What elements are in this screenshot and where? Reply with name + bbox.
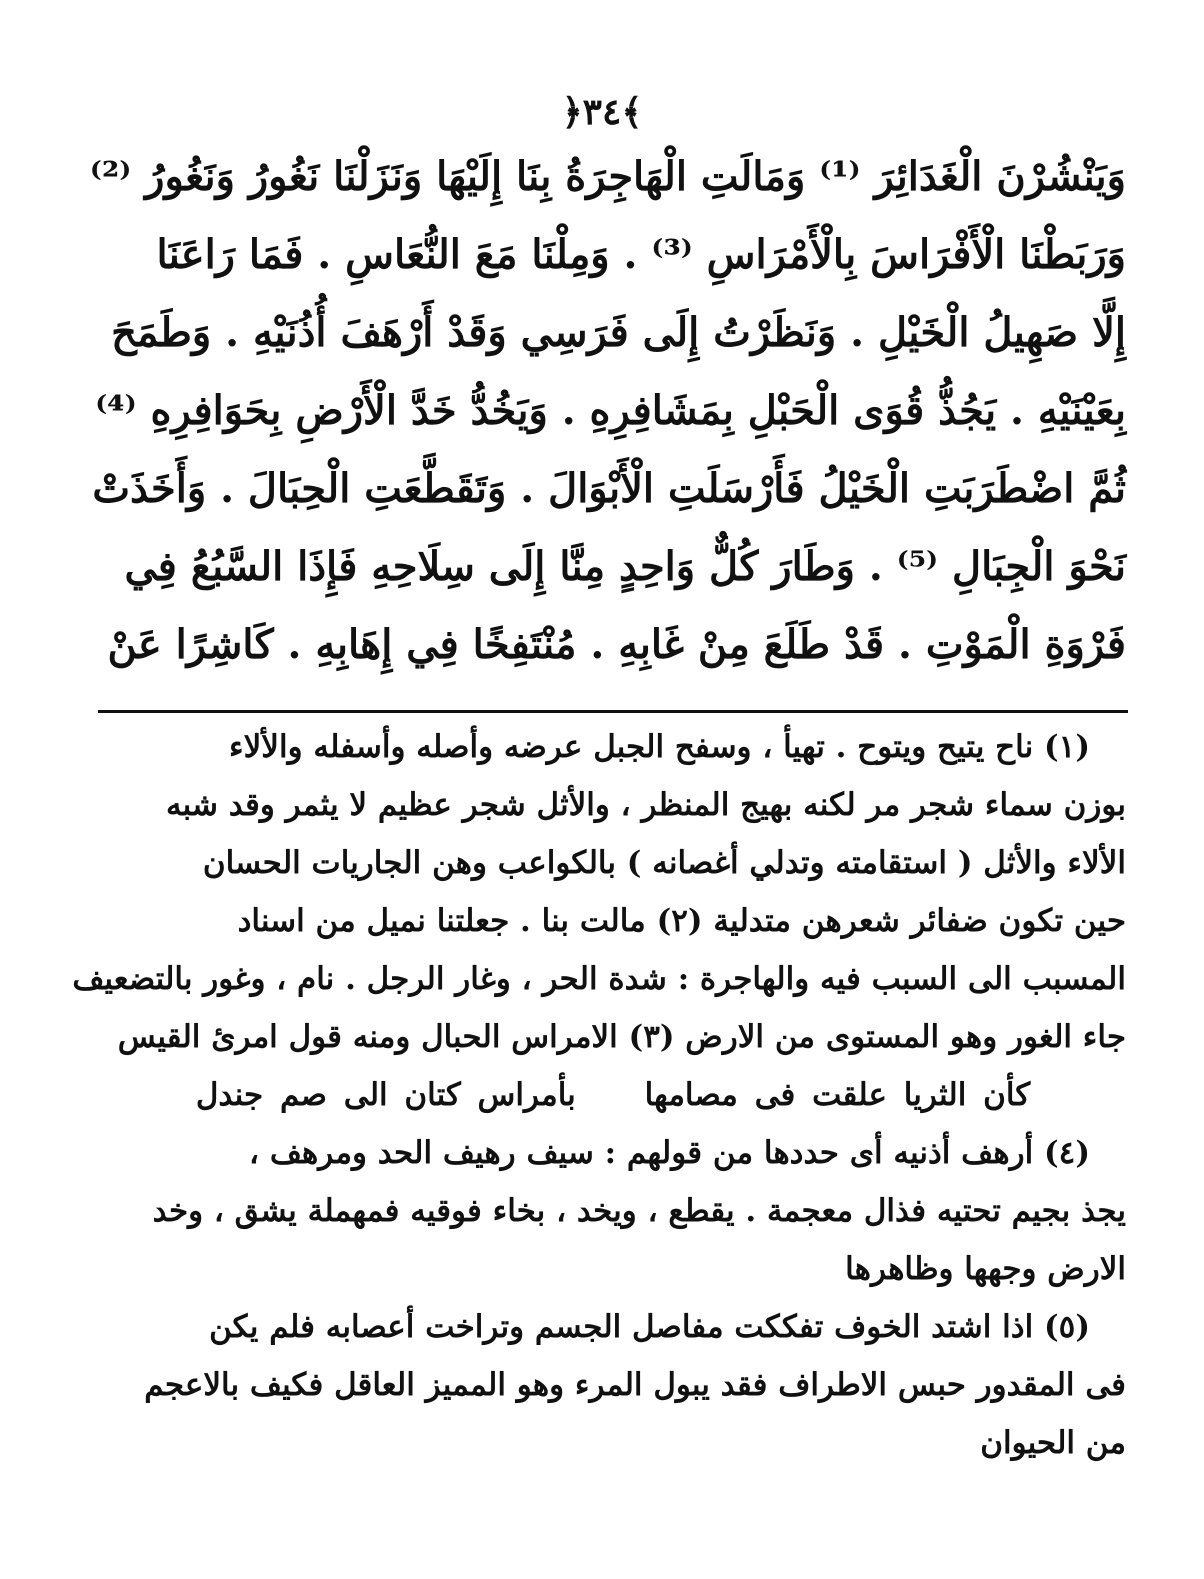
footnote-line: الارض وجهها وظاهرها [845, 1251, 1126, 1287]
footnote-line: الألاء والأثل ( استقامته وتدلي أغصانه ) بالكواعب وهن الجاريات الحسان [202, 845, 1126, 881]
footnote-line: (١) ناح يتيح ويتوح . تهيأ ، وسفح الجبل عرضه وأصله وأسفله والألاء [229, 729, 1090, 765]
footnote-line: من الحيوان [980, 1425, 1126, 1461]
main-text-block [89, 138, 1126, 684]
footnote-line: فى المقدور حبس الاطراف فقد يبول المرء وهو المميز العاقل فكيف بالاعجم [144, 1367, 1126, 1403]
main-text-line: بِعَيْنَيْهِ . يَجُذُّ قُوَى الْحَبْلِ بِمَشَافِرِهِ . وَيَخُدُّ خَدَّ الْأَرْضِ بِحَوَافِرِهِ ⁽⁴⁾ [95, 387, 1126, 434]
footnote-line: يجذ بجيم تحتيه فذال معجمة . يقطع ، ويخد ، بخاء فوقيه فمهملة يشق ، وخد [152, 1193, 1126, 1229]
poetry-verse [100, 1066, 1126, 1124]
verse-first-hemistich: كأن الثريا علقت فى مصامها [644, 1077, 1031, 1113]
footnote-line: المسبب الى السبب فيه والهاجرة : شدة الحر ، وغار الرجل . نام ، وغور بالتضعيف [72, 961, 1126, 997]
main-text-line: ثُمَّ اضْطَرَبَتِ الْخَيْلُ فَأَرْسَلَتِ الْأَبْوَالَ . وَتَقَطَّعَتِ الْحِبَالَ . وَأَخَذَتْ [92, 465, 1126, 512]
footnote-line: جاء الغور وهو المستوى من الارض (٣) الامراس الحبال ومنه قول امرئ القيس [117, 1019, 1126, 1055]
main-text-line: وَيَنْشُرْنَ الْغَدَائِرَ ⁽¹⁾ وَمَالَتِ الْهَاجِرَةُ بِنَا إِلَيْهَا وَنَزَلْنَا نَغُورُ وَنَغُورُ ⁽²⁾ [89, 153, 1126, 200]
footnotes-block [72, 718, 1126, 1472]
page-number: ﴿٣٤﴾ [561, 91, 643, 133]
footnote-line: (٤) أرهف أذنيه أى حددها من قولهم : سيف رهيف الحد ومرهف ، [249, 1135, 1090, 1171]
footnote-line: بوزن سماء شجر مر لكنه بهيج المنظر ، والأثل شجر عظيم لا يثمر وقد شبه [166, 787, 1126, 823]
footnote-line: حين تكون ضفائر شعرهن متدلية (٢) مالت بنا . جعلتنا نميل من اسناد [237, 903, 1126, 939]
verse-second-hemistich: بأمراس كتان الى صم جندل [195, 1077, 576, 1113]
footnote-divider [98, 710, 1128, 713]
main-text-line: إِلَّا صَهِيلُ الْخَيْلِ . وَنَظَرْتُ إِلَى فَرَسِي وَقَدْ أَرْهَفَ أُذُنَيْهِ . وَطَمَحَ [111, 309, 1126, 356]
main-text-line: نَحْوَ الْجِبَالِ ⁽⁵⁾ . وَطَارَ كُلٌّ وَاحِدٍ مِنَّا إِلَى سِلَاحِهِ فَإِذَا السَّبُعُ فِي [124, 543, 1126, 590]
main-text-line: وَرَبَطْنَا الْأَفْرَاسَ بِالْأَمْرَاسِ ⁽³⁾ . وَمِلْنَا مَعَ النُّعَاسِ . فَمَا رَاعَنَا [156, 231, 1126, 278]
footnote-line: (٥) اذا اشتد الخوف تفككت مفاصل الجسم وتراخت أعصابه فلم يكن [209, 1309, 1090, 1345]
main-text-line: فَرْوَةِ الْمَوْتِ . قَدْ طَلَعَ مِنْ غَابِهِ . مُنْتَفِخًا فِي إِهَابِهِ . كَاشِرًا عَنْ [107, 621, 1126, 668]
